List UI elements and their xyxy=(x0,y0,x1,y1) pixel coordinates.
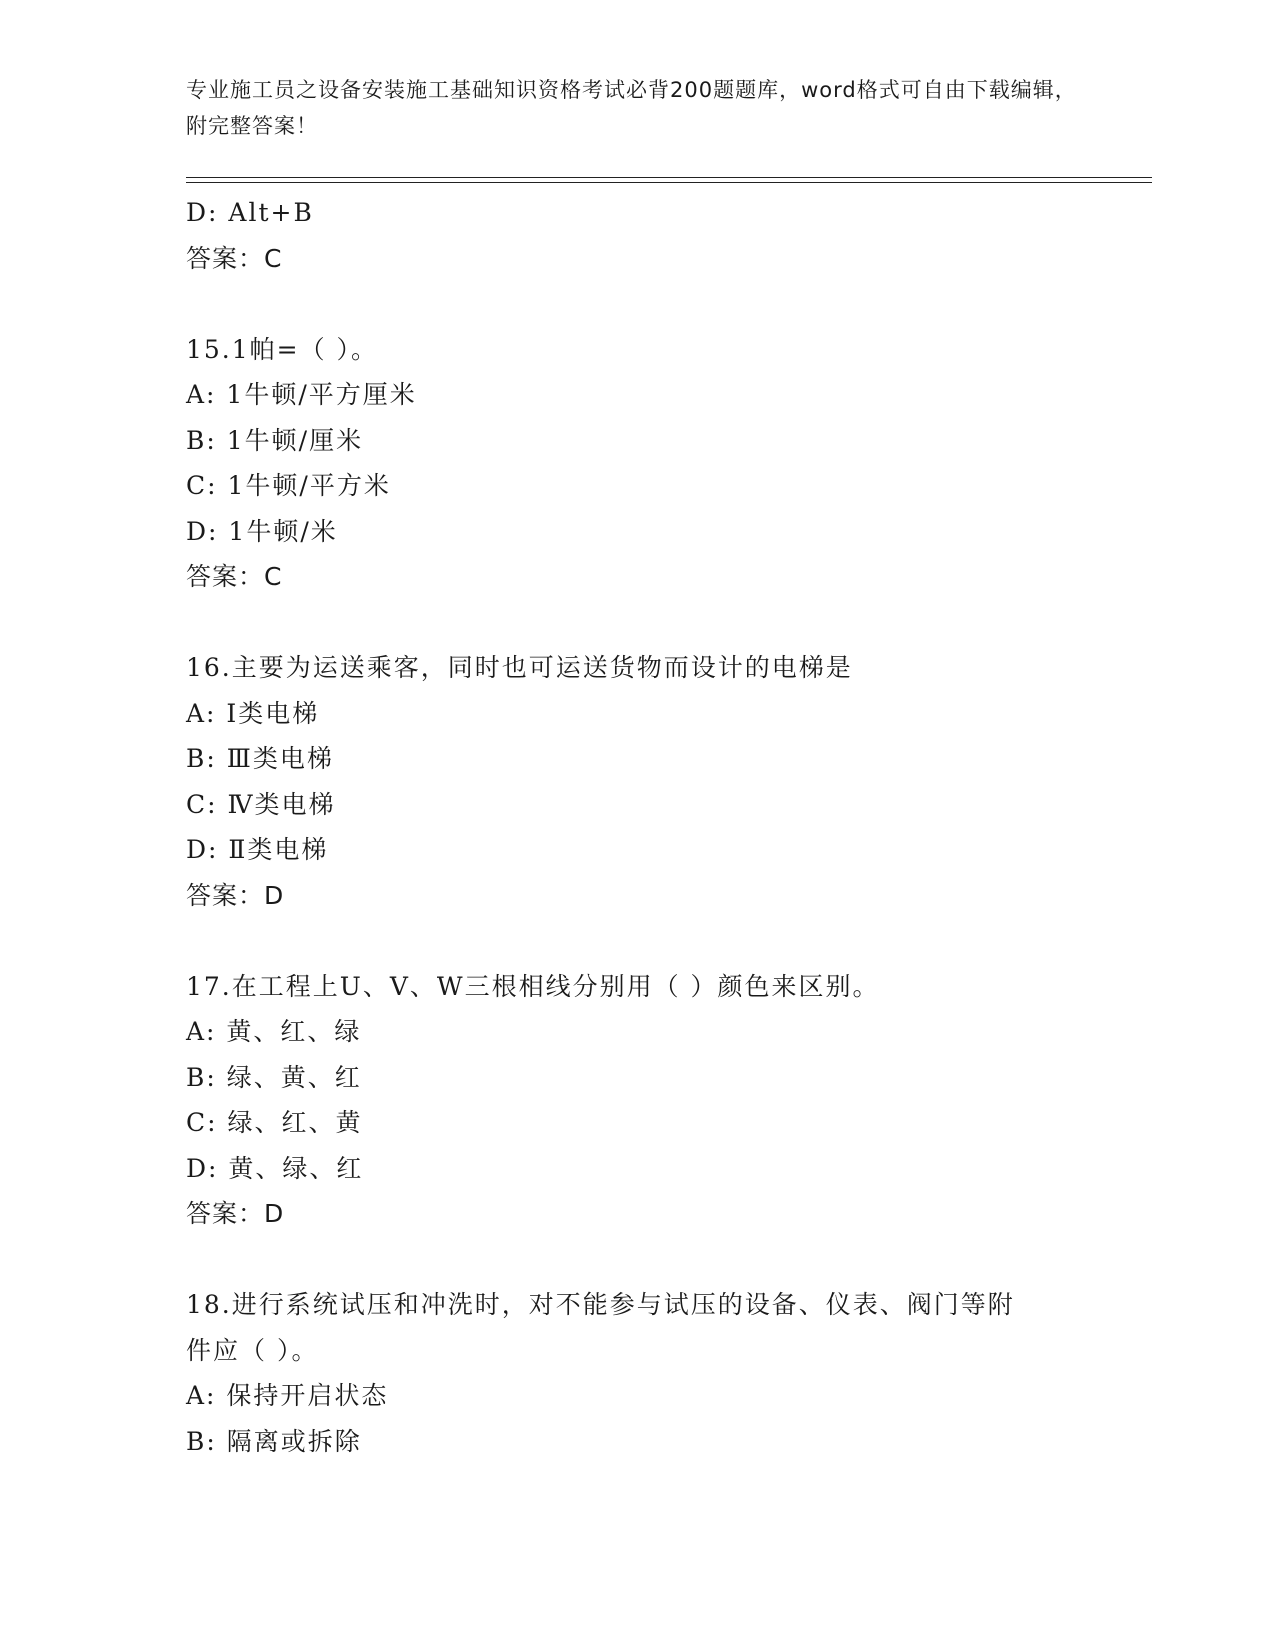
option-d: D: 黄、绿、红 xyxy=(186,1153,364,1183)
option-c: C: Ⅳ类电梯 xyxy=(186,789,336,819)
answer: 答案：C xyxy=(186,243,283,273)
header-divider-top xyxy=(186,177,1152,178)
question-stem-line-1: 18.进行系统试压和冲洗时，对不能参与试压的设备、仪表、阀门等附 xyxy=(186,1290,1015,1319)
page-header-title: 专业施工员之设备安装施工基础知识资格考试必背200题题库，word格式可自由下载编辑，附完整答案！ xyxy=(186,78,1077,138)
question-list xyxy=(186,190,1152,1464)
option-c: C: 1牛顿/平方米 xyxy=(186,471,391,500)
question-stem-line-2: 件应（ ）。 xyxy=(186,1335,319,1365)
answer: 答案：D xyxy=(186,880,285,910)
spacer xyxy=(186,600,1152,646)
question-stem: 16.主要为运送乘客，同时也可运送货物而设计的电梯是 xyxy=(186,653,853,682)
option-a: A: 黄、红、绿 xyxy=(186,1017,362,1046)
spacer xyxy=(186,1237,1152,1283)
option-d: D: Ⅱ类电梯 xyxy=(186,835,329,864)
option-b: B: 1牛顿/厘米 xyxy=(186,425,364,455)
question-stem: 15.1帕=（ ）。 xyxy=(186,334,379,364)
option-b: B: 绿、黄、红 xyxy=(186,1062,362,1092)
question-stem: 17.在工程上U、V、W三根相线分别用（ ）颜色来区别。 xyxy=(186,971,880,1001)
option-a: A: 1牛顿/平方厘米 xyxy=(186,380,417,409)
answer: 答案：C xyxy=(186,562,283,591)
spacer xyxy=(186,918,1152,964)
option-b: B: Ⅲ类电梯 xyxy=(186,744,334,773)
header-divider-bottom xyxy=(186,182,1152,183)
option-a: A: 保持开启状态 xyxy=(186,1381,389,1410)
option-c: C: 绿、红、黄 xyxy=(186,1108,363,1137)
answer: 答案：D xyxy=(186,1199,285,1228)
option-b: B: 隔离或拆除 xyxy=(186,1426,362,1456)
option-d: D: 1牛顿/米 xyxy=(186,516,338,546)
option-a: A: Ⅰ类电梯 xyxy=(186,698,320,728)
spacer xyxy=(186,281,1152,327)
option-d: D: Alt+B xyxy=(186,198,314,227)
